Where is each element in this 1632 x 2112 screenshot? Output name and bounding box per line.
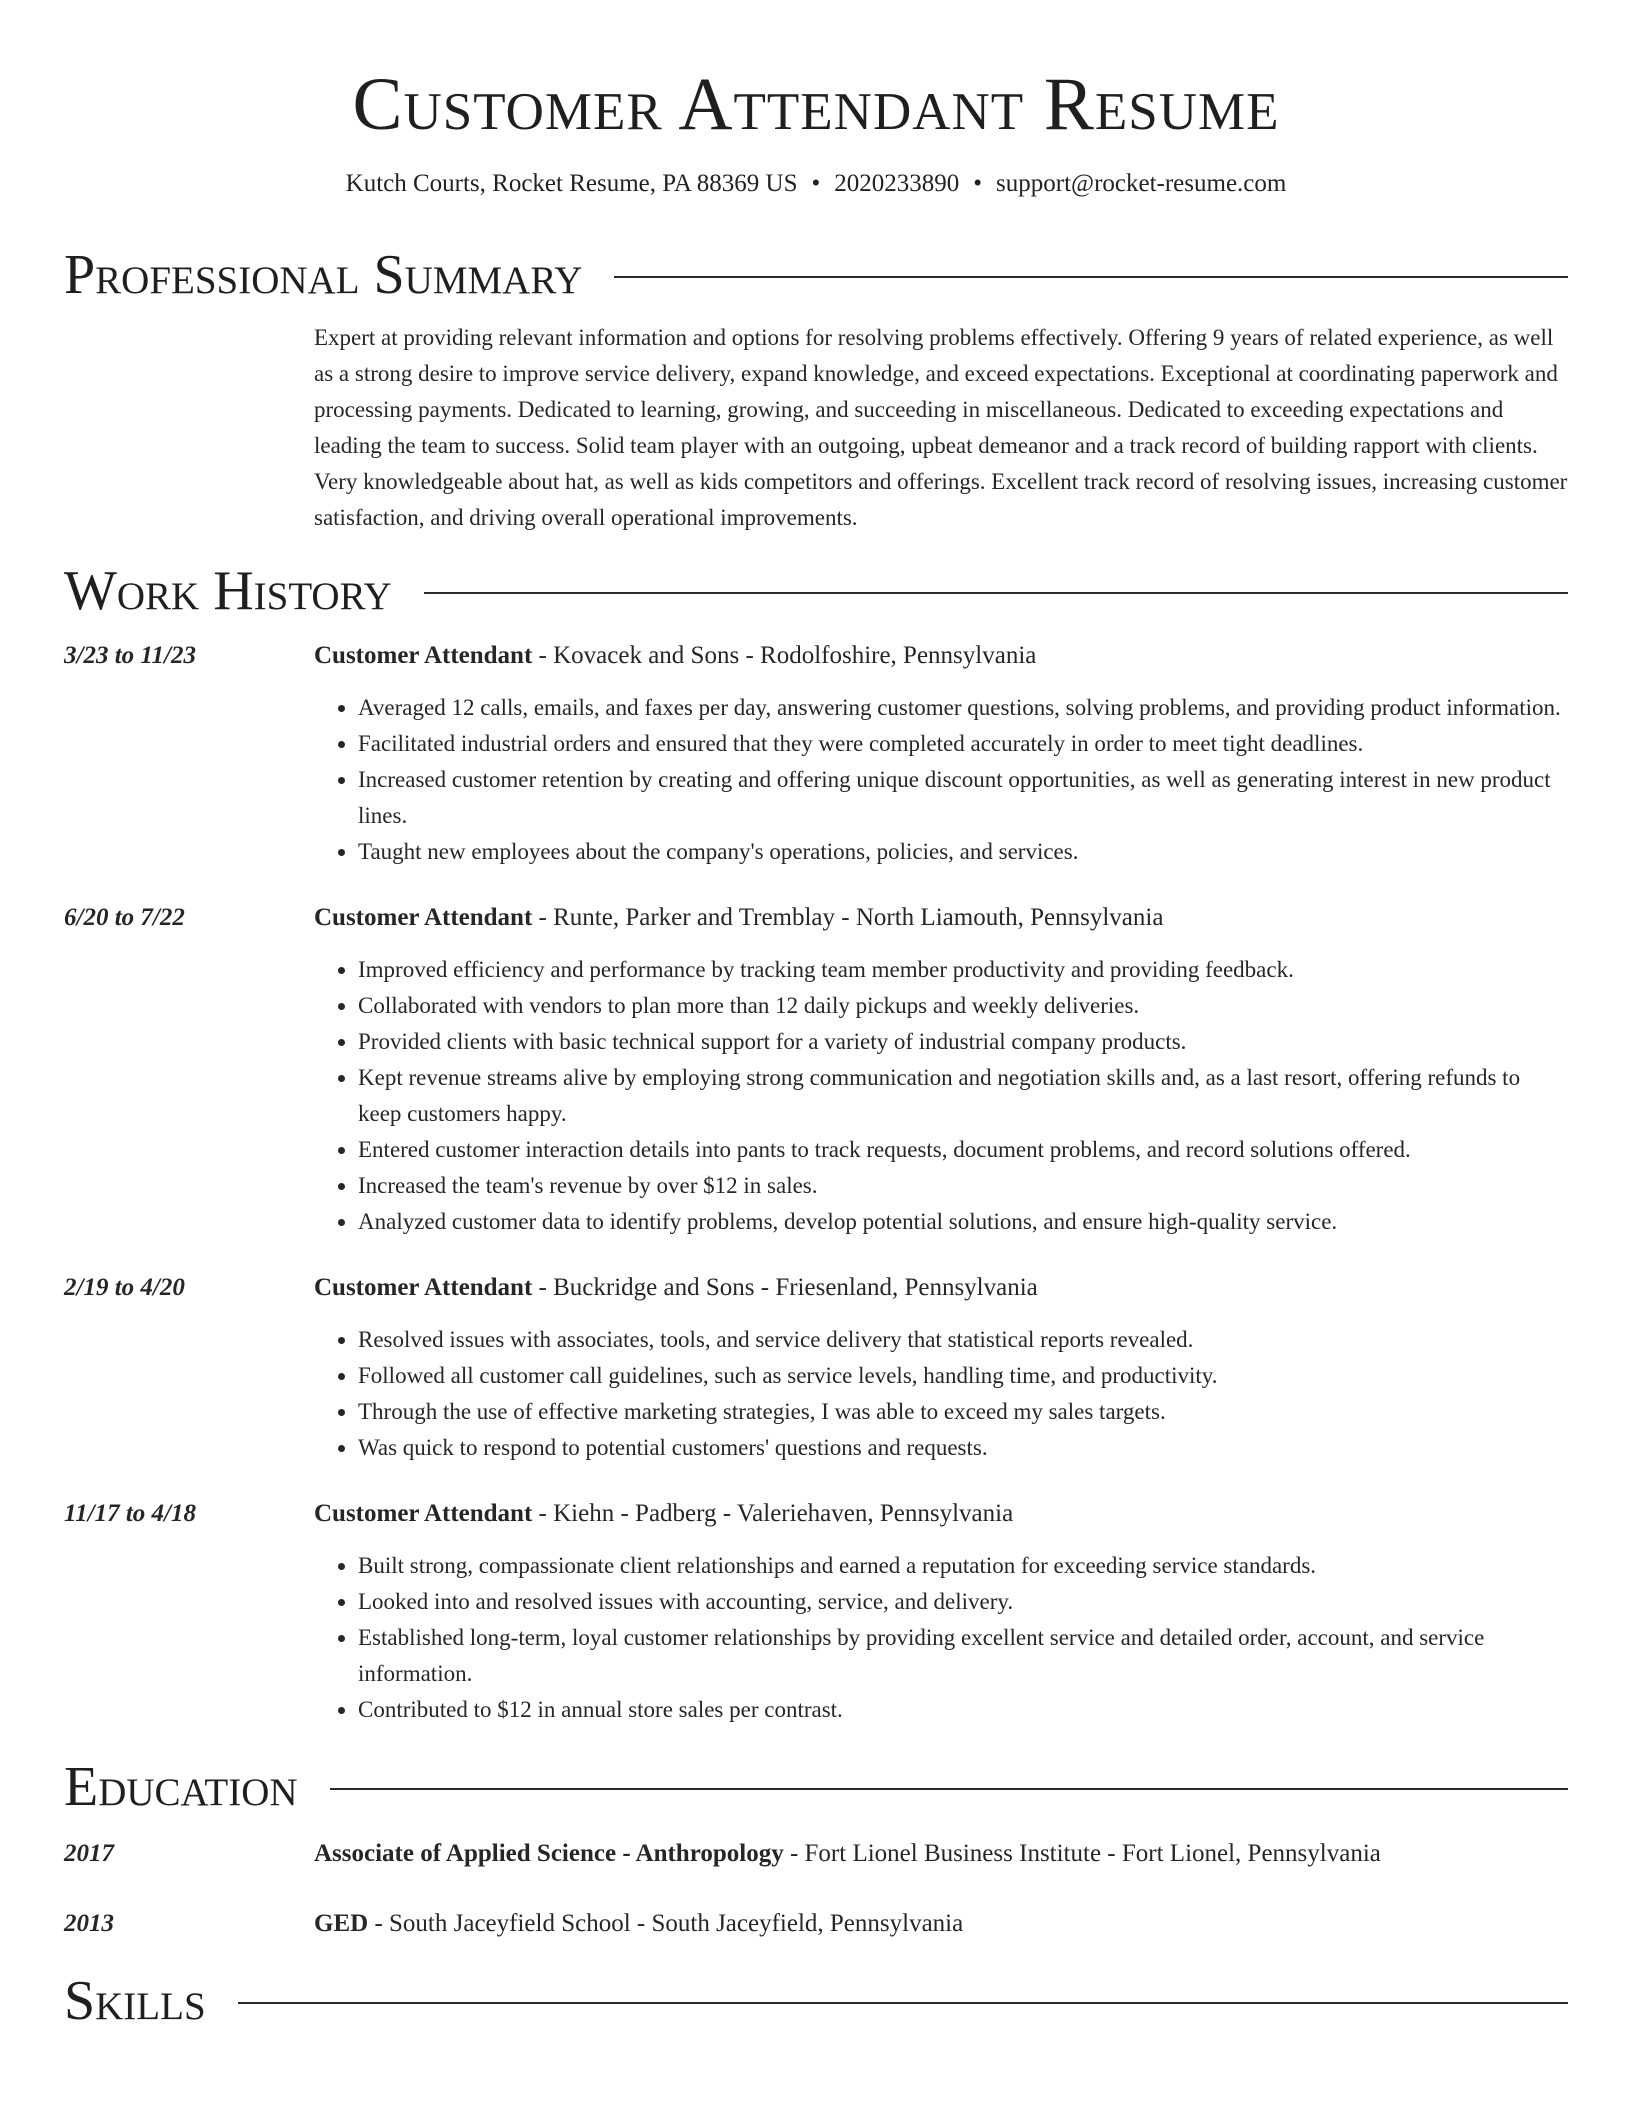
job-bullet: • Established long-term, loyal customer relationships by providing excellent service and detailed order, account, and service information. [358, 1620, 1568, 1692]
education-date: 2017 [64, 1840, 114, 1867]
job-entry [64, 1496, 1568, 1728]
job-bullet: • Entered customer interaction details into pants to track requests, document problems, and record solutions offered. [358, 1132, 1568, 1168]
section-title-education: Education [64, 1756, 298, 1818]
section-divider [238, 2002, 1568, 2004]
job-body [314, 1496, 1568, 1728]
job-date: 6/20 to 7/22 [64, 904, 185, 931]
job-heading [314, 1496, 1568, 1532]
job-bullet: • Increased the team's revenue by over $12 in sales. [358, 1168, 1568, 1204]
job-date: 11/17 to 4/18 [64, 1500, 196, 1527]
job-role: Customer Attendant [314, 1500, 533, 1527]
section-title-work-history: Work History [64, 560, 392, 622]
job-bullet: • Kept revenue streams alive by employing strong communication and negotiation skills and, as a last resort, offering refunds to keep customers happy. [358, 1060, 1568, 1132]
contact-line [64, 168, 1568, 200]
job-entry [64, 1270, 1568, 1466]
contact-phone: 2020233890 [834, 170, 960, 197]
education-body [314, 1906, 1568, 1942]
job-role: Customer Attendant [314, 1274, 533, 1301]
job-company-location: - Kiehn - Padberg - Valeriehaven, Pennsylvania [532, 1500, 1014, 1527]
section-divider [614, 276, 1568, 278]
education-school-location: - South Jaceyfield School - South Jaceyfield, Pennsylvania [368, 1910, 964, 1937]
education-heading [314, 1836, 1568, 1872]
job-bullet: • Provided clients with basic technical support for a variety of industrial company products. [358, 1024, 1568, 1060]
job-bullet: • Built strong, compassionate client relationships and earned a reputation for exceeding service standards. [358, 1548, 1568, 1584]
job-bullet: • Looked into and resolved issues with accounting, service, and delivery. [358, 1584, 1568, 1620]
section-header-summary [64, 244, 1568, 306]
job-entry [64, 900, 1568, 1240]
job-heading [314, 638, 1568, 674]
job-bullet: • Analyzed customer data to identify problems, develop potential solutions, and ensure high-quality service. [358, 1204, 1568, 1240]
contact-separator: • [811, 170, 821, 197]
job-company-location: - Runte, Parker and Tremblay - North Liamouth, Pennsylvania [532, 904, 1164, 931]
job-bullet: • Was quick to respond to potential customers' questions and requests. [358, 1430, 1568, 1466]
education-heading [314, 1906, 1568, 1942]
summary-paragraph: Expert at providing relevant information and options for resolving problems effectively. Offering 9 years of related experience, as well as a strong desire to improve service delivery, expand knowledge, and exceed expectations. Exceptional at coordinating paperwork and processing payments. Dedicated to learning, growing, and succeeding in miscellaneous. Dedicated to exceeding expectations and leading the team to success. Solid team player with an outgoing, upbeat demeanor and a track record of building rapport with clients. Very knowledgeable about hat, as well as kids competitors and offerings. Excellent track record of resolving issues, increasing customer satisfaction, and driving overall operational improvements. [314, 325, 1568, 530]
job-entry [64, 638, 1568, 870]
job-bullet: • Improved efficiency and performance by tracking team member productivity and providing feedback. [358, 952, 1568, 988]
section-title-summary: Professional Summary [64, 244, 583, 306]
resume-title: Customer Attendant Resume [352, 63, 1280, 146]
job-bullet: • Contributed to $12 in annual store sales per contrast. [358, 1692, 1568, 1728]
job-bullet: • Facilitated industrial orders and ensured that they were completed accurately in order to meet tight deadlines. [358, 726, 1568, 762]
job-bullets [314, 952, 1568, 1240]
job-date: 2/19 to 4/20 [64, 1274, 185, 1301]
job-bullet: • Resolved issues with associates, tools, and service delivery that statistical reports revealed. [358, 1322, 1568, 1358]
job-bullet: • Followed all customer call guidelines, such as service levels, handling time, and productivity. [358, 1358, 1568, 1394]
education-date: 2013 [64, 1910, 114, 1937]
job-date: 3/23 to 11/23 [64, 642, 196, 669]
education-degree: Associate of Applied Science - Anthropology [314, 1840, 784, 1867]
section-divider [330, 1788, 1568, 1790]
education-degree: GED [314, 1910, 369, 1937]
job-role: Customer Attendant [314, 642, 533, 669]
job-bullets [314, 690, 1568, 870]
job-heading [314, 900, 1568, 936]
job-role: Customer Attendant [314, 904, 533, 931]
section-header-work-history [64, 560, 1568, 622]
job-body [314, 900, 1568, 1240]
job-bullets [314, 1322, 1568, 1466]
job-bullet: • Taught new employees about the company's operations, policies, and services. [358, 834, 1568, 870]
job-bullet: • Averaged 12 calls, emails, and faxes per day, answering customer questions, solving problems, and providing product information. [358, 690, 1568, 726]
job-body [314, 1270, 1568, 1466]
job-company-location: - Buckridge and Sons - Friesenland, Pennsylvania [532, 1274, 1038, 1301]
section-title-skills: Skills [64, 1970, 206, 2032]
section-header-education [64, 1756, 1568, 1818]
section-header-skills [64, 1970, 1568, 2032]
education-entry [64, 1906, 1568, 1942]
contact-address: Kutch Courts, Rocket Resume, PA 88369 US [345, 170, 798, 197]
section-divider [424, 592, 1568, 594]
contact-separator: • [973, 170, 983, 197]
job-bullets [314, 1548, 1568, 1728]
job-body [314, 638, 1568, 870]
education-entry [64, 1836, 1568, 1872]
job-bullet: • Through the use of effective marketing strategies, I was able to exceed my sales targets. [358, 1394, 1568, 1430]
job-bullet: • Increased customer retention by creating and offering unique discount opportunities, as well as generating interest in new product lines. [358, 762, 1568, 834]
contact-email[interactable]: support@rocket-resume.com [996, 170, 1287, 197]
education-body [314, 1836, 1568, 1872]
job-bullet: • Collaborated with vendors to plan more than 12 daily pickups and weekly deliveries. [358, 988, 1568, 1024]
education-school-location: - Fort Lionel Business Institute - Fort Lionel, Pennsylvania [783, 1840, 1381, 1867]
job-heading [314, 1270, 1568, 1306]
job-company-location: - Kovacek and Sons - Rodolfoshire, Pennsylvania [532, 642, 1037, 669]
